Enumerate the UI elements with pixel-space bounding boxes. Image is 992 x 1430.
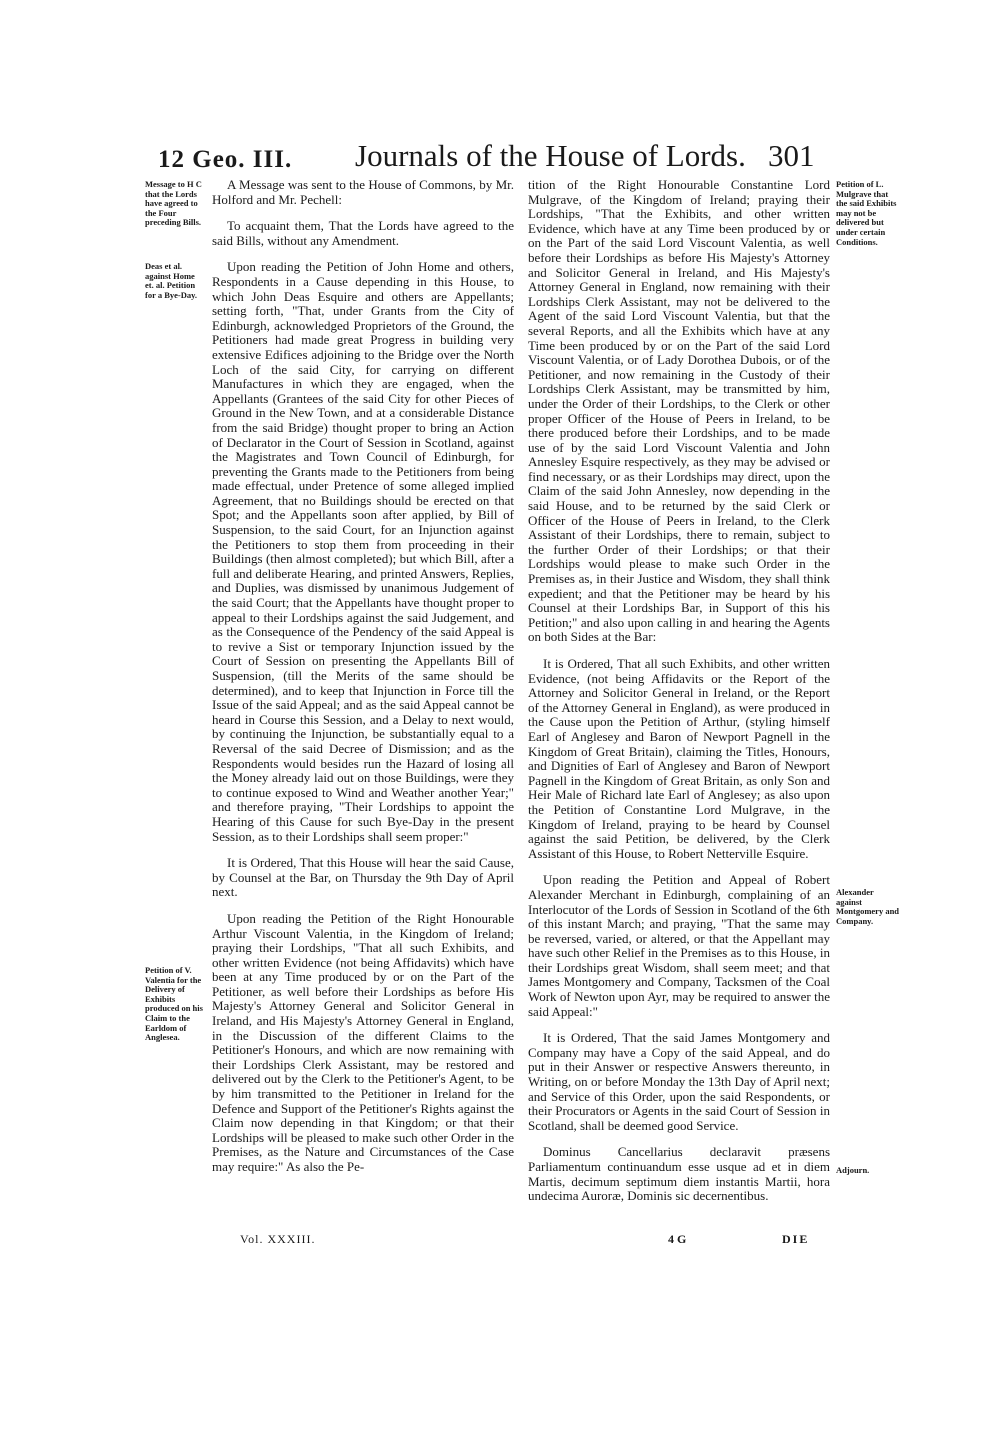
paragraph-message: A Message was sent to the House of Commons, by Mr. Holford and Mr. Pechell: (212, 177, 514, 207)
paragraph-order-exhibits: It is Ordered, That all such Exhibits, and other written Evidence, (not being Affidavits or the Report of the Attorney and Solicitor General in Ireland, or the Report of the Attorney General in England), as were produced in the Cause upon the Petition of Arthur, (styling himself Earl of Anglesey and Baron of Newport Pagnell in the Kingdom of Great Britain), claiming the Titles, Honours, and Dignities of Earl of Anglesey and Baron of Newport Pagnell in the Kingdom of Great Britain, as only Son and Heir Male of Richard late Earl of Anglesey; as also upon the Petition of Constantine Lord Mulgrave, in the Kingdom of Ireland, praying to be heard by Counsel against the said Petition, be delivered, by the Clerk Assistant of this House, to Robert Netterville Esquire. (528, 656, 830, 861)
paragraph-order-answer: It is Ordered, That the said James Montgomery and Company may have a Copy of the said Appeal, and do put in their Answer or respective Answers thereunto, in Writing, on or before Monday the 13th Day of April next; and Service of this Order, upon the said Respondents, or their Procurators or Agents in the said Court of Session in Scotland, shall be deemed good Service. (528, 1030, 830, 1133)
page-header (0, 138, 992, 178)
regnal-year: 12 Geo. III. (158, 146, 293, 173)
margin-note-mulgrave: Petition of L. Mulgrave that the said Exhibits may not be delivered but under certain Conditions. (836, 179, 897, 247)
margin-note-deas: Deas et al. against Home et. al. Petition for a Bye-Day. (145, 261, 198, 300)
paragraph-adjournment: Dominus Cancellarius declaravit præsens Parliamentum continuandum esse usque ad et in diem Martis, decimum septimum diem instantis Martii, hora undecima Auroræ, Dominis sic decernentibus. (528, 1144, 830, 1204)
paragraph-home-petition: Upon reading the Petition of John Home and others, Respondents in a Cause depending in this House, to which John Deas Esquire and others are Appellants; setting forth, "That, under Grants from the City of Edinburgh, acknowledged Proprietors of the Ground, the Petitioners had made great Progress in building very extensive Edifices adjoining to the Bridge over the North Loch of the said City, for carrying on different Manufactures in which they are engaged, when the Appellants (Grantees of the said City for other Pieces of Ground in the New Town, and at a considerable Distance from the said Bridge) thought proper to bring an Action of Declarator in the Court of Session in Scotland, against the Magistrates and Town Council of Edinburgh, for preventing the Grants made to the Petitioners from being made effectual, under Pretence of some alleged implied Agreement, that no Buildings should be erected on that Spot; and the Appellants soon after applied, by Bill of Suspension, to the said Court, for an Injunction against the Petitioners to stop them from proceeding in their Buildings (then almost completed); but which Bill, after a full and deliberate Hearing, and printed Answers, Replies, and Duplies, was dismissed by unanimous Judgement of the said Court; that the Appellants have thought proper to appeal to their Lordships against the said Judgement, and as the Consequence of the Pendency of the said Appeal is to revive a Sist or temporary Injunction issued by the Court of Session on presenting the Appellants Bill of Suspension, (till the Merits of the same should be determined), and to keep that Injunction in Force till the Issue of the said Appeal; and as the said Appeal cannot be heard in Course this Session, and a Delay to next would, by continuing the Injunction, be substantially equal to a Reversal of the said Decree of Dismission; and as the Respondents would besides run the Hazard of losing all the Money already laid out on those Buildings, were they to continue exposed to Wind and Weather another Year;" and therefore praying, "Their Lordships to appoint the Hearing of this Cause for such Bye-Day in the present Session, as to their Lordships shall seem proper:" (212, 259, 514, 844)
volume-signature: Vol. XXXIII. (240, 1232, 316, 1246)
paragraph-alexander-appeal: Upon reading the Petition and Appeal of Robert Alexander Merchant in Edinburgh, complaining of an Interlocutor of the Lords of Session in Scotland of the 6th of this instant March; and praying, "That the same may be reversed, varied, or altered, or that the Appellant may have such other Relief in the Premises as to this House, in their Lordships great Wisdom, shall seem meet; and that James Montgomery and Company, Tacksmen of the Coal Work of Newton upon Ayr, may be required to answer the said Appeal:" (528, 872, 830, 1019)
margin-note-alexander: Alexander against Montgomery and Company. (836, 887, 900, 926)
catchword: DIE (782, 1232, 810, 1246)
margin-note-adjourn: Adjourn. (836, 1165, 870, 1175)
margin-note-valentia: Petition of V. Valentia for the Delivery of Exhibits produced on his Claim to the Earldom of Anglesea. (145, 965, 203, 1043)
paragraph-valentia-petition: Upon reading the Petition of the Right Honourable Arthur Viscount Valentia, in the Kingdom of Ireland; praying their Lordships, "That all such Exhibits, and other written Evidence (not being Affidavits) which have been at any Time produced by or on the Part of the Petitioner, as well before their Lordships as before His Majesty's Attorney General and Solicitor General in Ireland, and His Majesty's Attorney General in England, in the Discussion of the different Claims to the Petitioner's Honours, and which are now remaining with their Lordships Clerk Assistant, may be restored and delivered out by the Clerk to the Petitioner's Agent, to be by him transmitted to the Petitioner in Ireland for the Defence and Support of the Petitioner's Rights against the Claim now depending in that Kingdom; or that their Lordships will be pleased to make such other Order in the Premises, as the Nature and Circumstances of the Case may require:" As also the Pe- (212, 910, 514, 1174)
margin-note-message: Message to H C that the Lords have agreed to the Four preceding Bills. (145, 179, 202, 228)
page-number: 301 (768, 138, 815, 173)
gathering-mark: 4 G (668, 1232, 687, 1246)
right-column (528, 178, 830, 1216)
paragraph-mulgrave-petition: tition of the Right Honourable Constantine Lord Mulgrave, of the Kingdom of Ireland; praying their Lordships, "That the Exhibits, and other written Evidence, which have at any Time been produced by or on the Part of the said Lord Viscount Valentia, as well before their Lordships as before His Majesty's Attorney and Solicitor General in Ireland, and His Majesty's Attorney General in England, now remaining with their Lordships Clerk Assistant, may not be delivered to the Agent of the said Lord Viscount Valentia, but that the several Reports, and all the Exhibits which have at any Time been produced by or on the Part of the said Lord Viscount Valentia, or of Lady Dorothea Dubois, or of the Petitioner, and now remaining in the Custody of their Lordships Clerk Assistant, may be transmitted by him, under the Order of their Lordships, to the Clerk or other proper Officer of the House of Peers in Ireland, to be there produced before their Lordships, and to be made use of by the said Lord Viscount Valentia and John Annesley Esquire respectively, as they may be advised or find necessary, or as their Lordships may direct, upon the Claim of the said John Annesley, now depending in the said House, and to be returned by the said Clerk or Officer of the House of Peers in Ireland, to the Clerk Assistant of their Lordships, there to remain, subject to the further Order of their Lordships; or that their Lordships would please to make such Order in the Premises as, in their Justice and Wisdom, they shall think expedient; and that the Petitioner may be heard by his Counsel at their Lordships Bar, in Support of this his Petition;" and also upon calling in and hearing the Agents on both Sides at the Bar: (528, 177, 830, 645)
paragraph-order-hearing: It is Ordered, That this House will hear the said Cause, by Counsel at the Bar, on Thursday the 9th Day of April next. (212, 855, 514, 900)
page-title: Journals of the House of Lords. (355, 138, 746, 173)
left-column (212, 178, 514, 1187)
paragraph-acquaint: To acquaint them, That the Lords have agreed to the said Bills, without any Amendment. (212, 218, 514, 248)
